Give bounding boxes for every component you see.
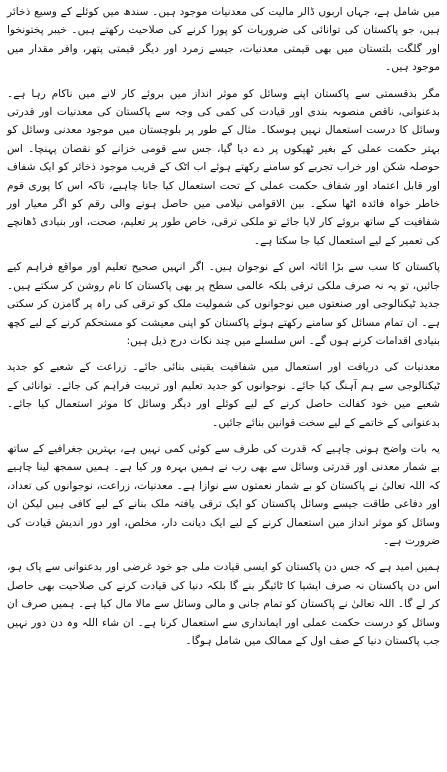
paragraph-3: پاکستان کا سب سے بڑا اثاثہ اس کے نوجوان ہیں۔ اگر انہیں صحیح تعلیم اور مواقع فراہم کیے جائیں، تو یہ نہ صرف ملکی ترقی بلکہ عالمی سطح پر بھی پاکستان کا نام روشن کر سکتے ہیں۔ جدید ٹیکنالوجی اور صنعتوں میں نوجوانوں کی شمولیت ملک کو ترقی کی راہ پر گامزن کر سکتی ہے۔ ان تمام مسائل کو سامنے رکھتے ہوئے پاکستان کو اپنی معیشت کو مستحکم کرنے کے لیے کچھ بنیادی اقدامات کرنے ہوں گے۔ اس سلسلے میں چند نکات درج ذیل ہیں: bbox=[7, 261, 440, 347]
paragraph-6: ہمیں امید ہے کہ جس دن پاکستان کو ایسی قیادت ملی جو خود غرضی اور بدعنوانی سے پاک ہو، اس دن پاکستان نہ صرف ایشیا کا ٹائیگر بنے گا بلکہ دنیا کی قیادت کرنے کی صلاحیت بھی حاصل کر لے گا۔ اللہ تعالیٰ نے پاکستان کو تمام جانی و مالی وسائل سے مالا مال کیا ہے۔ ہمیں صرف ان وسائل کو درست حکمت عملی اور ایمانداری سے استعمال کرنا ہے۔ ان شاء اللہ وہ دن دور نہیں جب پاکستان دنیا کے صف اول کے ممالک میں شامل ہوگا۔ bbox=[7, 561, 440, 647]
paragraph-5: یہ بات واضح ہونی چاہیے کہ قدرت کی طرف سے کوئی کمی نہیں ہے، بہترین جغرافیے کے ساتھ بے شمار معدنی اور قدرتی وسائل سے بھی رب نے ہمیں بہرہ ور کیا ہے۔ ہمیں سمجھ لینا چاہیے کہ اللہ تعالیٰ نے پاکستان کو بے شمار نعمتوں سے نوازا ہے۔ معدنیات، زراعت، نوجوانوں کی تعداد، اور دفاعی طاقت جیسے وسائل پاکستان کو ایک ترقی یافتہ ملک بنانے کے لیے کافی ہیں لیکن ان وسائل کو موثر انداز میں استعمال کرنے کے لیے ایک دیانت دار، مخلص، اور دور اندیش قیادت کی ضرورت ہے۔ bbox=[7, 442, 440, 547]
paragraph-2: مگر بدقسمتی سے پاکستان اپنے وسائل کو موثر انداز میں بروئے کار لانے میں ناکام رہا ہے۔ بدعنوانی، ناقص منصوبہ بندی اور قیادت کی کمی کی وجہ سے پاکستان کی معدنیات اور قدرتی وسائل کا درست استعمال نہیں ہوسکا۔ مثال کے طور پر بلوچستان میں موجود معدنی وسائل کو بہتر حکمت عملی کے بغیر ٹھیکوں پر دے دیا گیا، جس سے قومی خزانے کو نقصان پہنچا۔ اس حوصلہ شکن اور خراب تجربے کو سامنے رکھتے ہوئے اب اٹک کے قریب موجود ذخائر کو ایک شفاف اور قابل اعتماد اور شفاف حکمت عملی کے تحت استعمال کیا جانا چاہیے، تاکہ اس کا پوری قوم خاطر خواہ فائدہ اٹھا سکے۔ بین الاقوامی نیلامی میں حاصل ہونے والی رقم کو اگر معیار اور شفافیت کے ساتھ بروئے کار لایا جائے تو ملکی ترقی، خاص طور پر تعلیم، صحت، اور بنیادی ڈھانچے کی تعمیر کے لیے استعمال کیا جا سکتا ہے۔ bbox=[7, 87, 440, 247]
paragraph-4: معدنیات کی دریافت اور استعمال میں شفافیت یقینی بنائی جائے۔ زراعت کے شعبے کو جدید ٹیکنالوجی سے ہم آہنگ کیا جائے۔ نوجوانوں کو جدید تعلیم اور تربیت فراہم کی جائے۔ توانائی کے شعبے میں خود کفالت حاصل کرنے کے لیے کوئلے اور دیگر وسائل کا موثر استعمال کیا جائے۔ بدعنوانی کے خاتمے کے لیے سخت قوانین بنائے جائیں۔ bbox=[7, 361, 440, 429]
paragraph-1: میں شامل ہے، جہاں اربوں ڈالر مالیت کی معدنیات موجود ہیں۔ سندھ میں کوئلے کے وسیع ذخائر ہیں، جو پاکستان کی توانائی کی ضروریات کو پورا کرنے کی صلاحیت رکھتے ہیں۔ خیبر پختونخوا اور گلگت بلتستان میں بھی قیمتی معدنیات، جیسے زمرد اور دیگر قیمتی پتھر، وافر مقدار میں موجود ہیں۔ bbox=[7, 6, 440, 74]
